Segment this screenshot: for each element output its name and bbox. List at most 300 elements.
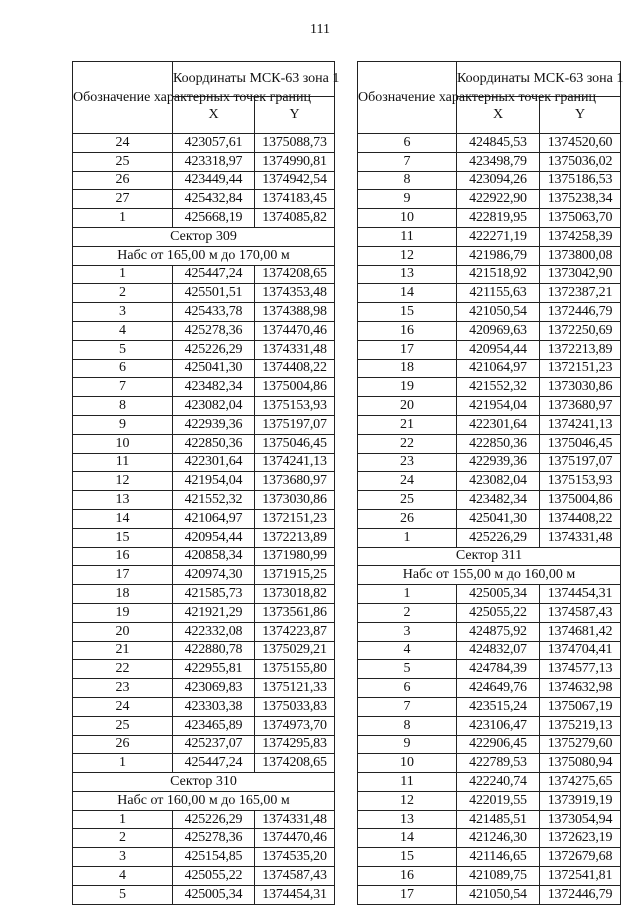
table-row [73,321,335,340]
y-column-header: Y [255,97,335,134]
table-row [358,453,621,472]
x-coordinate-cell: 420974,30 [173,566,255,585]
point-number-cell: 17 [358,340,457,359]
x-coordinate-cell: 424875,92 [457,622,540,641]
y-coordinate-cell: 1373680,97 [255,472,335,491]
x-coordinate-cell: 425226,29 [457,528,540,547]
table-row [73,660,335,679]
x-coordinate-cell: 421155,63 [457,284,540,303]
table-row [358,134,621,153]
table-row [73,265,335,284]
y-coordinate-cell: 1374632,98 [540,679,621,698]
table-row [358,622,621,641]
point-column-header: Обозначение характерных точек границ [358,62,457,134]
table-row [358,284,621,303]
y-coordinate-cell: 1375219,13 [540,716,621,735]
point-number-cell: 13 [73,491,173,510]
point-number-cell: 14 [73,509,173,528]
table-row [358,716,621,735]
table-row [358,641,621,660]
x-coordinate-cell: 422301,64 [457,415,540,434]
x-coordinate-cell: 425041,30 [173,359,255,378]
x-coordinate-cell: 423465,89 [173,716,255,735]
section-label: Набс от 160,00 м до 165,00 м [73,791,335,810]
y-coordinate-cell: 1373030,86 [540,378,621,397]
y-coordinate-cell: 1374085,82 [255,209,335,228]
point-number-cell: 2 [358,603,457,622]
point-number-cell: 11 [73,453,173,472]
y-coordinate-cell: 1374973,70 [255,716,335,735]
y-coordinate-cell: 1372446,79 [540,303,621,322]
table-row [73,134,335,153]
y-coordinate-cell: 1375238,34 [540,190,621,209]
table-row [73,735,335,754]
table-row [358,397,621,416]
point-number-cell: 7 [73,378,173,397]
y-coordinate-cell: 1373800,08 [540,246,621,265]
y-coordinate-cell: 1374587,43 [255,867,335,886]
y-coordinate-cell: 1374208,65 [255,265,335,284]
table-row [358,754,621,773]
point-number-cell: 17 [358,885,457,904]
y-coordinate-cell: 1374331,48 [255,340,335,359]
x-coordinate-cell: 425501,51 [173,284,255,303]
point-number-cell: 1 [358,528,457,547]
y-coordinate-cell: 1374454,31 [540,585,621,604]
table-body-left [73,134,335,905]
y-column-header: Y [540,97,621,134]
point-number-cell: 13 [358,810,457,829]
table-row [73,641,335,660]
y-coordinate-cell: 1374990,81 [255,152,335,171]
point-number-cell: 26 [358,509,457,528]
point-number-cell: 12 [358,246,457,265]
point-number-cell: 25 [73,716,173,735]
section-row [358,566,621,585]
point-number-cell: 4 [73,321,173,340]
x-coordinate-cell: 421050,54 [457,885,540,904]
table-row [73,885,335,904]
table-row [73,434,335,453]
section-label: Сектор 309 [73,227,335,246]
y-coordinate-cell: 1374408,22 [540,509,621,528]
y-coordinate-cell: 1375046,45 [255,434,335,453]
x-coordinate-cell: 423106,47 [457,716,540,735]
table-row [358,528,621,547]
point-number-cell: 26 [73,171,173,190]
y-coordinate-cell: 1374258,39 [540,227,621,246]
x-coordinate-cell: 421954,04 [173,472,255,491]
x-coordinate-cell: 422939,36 [457,453,540,472]
x-coordinate-cell: 425055,22 [173,867,255,886]
x-coordinate-cell: 425005,34 [457,585,540,604]
x-coordinate-cell: 420858,34 [173,547,255,566]
x-coordinate-cell: 423082,04 [173,397,255,416]
point-column-header: Обозначение характерных точек границ [73,62,173,134]
table-row [73,716,335,735]
table-row [73,415,335,434]
table-row [358,152,621,171]
table-row [358,246,621,265]
point-number-cell: 3 [73,303,173,322]
x-coordinate-cell: 421064,97 [457,359,540,378]
y-coordinate-cell: 1374275,65 [540,773,621,792]
point-number-cell: 11 [358,773,457,792]
table-row [358,359,621,378]
point-number-cell: 11 [358,227,457,246]
x-coordinate-cell: 424845,53 [457,134,540,153]
point-number-cell: 3 [73,848,173,867]
y-coordinate-cell: 1373680,97 [540,397,621,416]
table-row [358,585,621,604]
x-coordinate-cell: 425005,34 [173,885,255,904]
point-number-cell: 5 [73,885,173,904]
point-number-cell: 18 [358,359,457,378]
point-number-cell: 16 [358,321,457,340]
table-row [358,209,621,228]
y-coordinate-cell: 1375080,94 [540,754,621,773]
point-number-cell: 17 [73,566,173,585]
table-row [358,415,621,434]
x-coordinate-cell: 425278,36 [173,321,255,340]
x-column-header: X [457,97,540,134]
y-coordinate-cell: 1374681,42 [540,622,621,641]
y-coordinate-cell: 1375067,19 [540,697,621,716]
x-coordinate-cell: 421585,73 [173,585,255,604]
point-number-cell: 8 [358,171,457,190]
y-coordinate-cell: 1375036,02 [540,152,621,171]
x-coordinate-cell: 421064,97 [173,509,255,528]
x-coordinate-cell: 423515,24 [457,697,540,716]
point-number-cell: 2 [73,284,173,303]
table-row [358,265,621,284]
section-row [73,246,335,265]
table-row [73,152,335,171]
point-number-cell: 3 [358,622,457,641]
y-coordinate-cell: 1373030,86 [255,491,335,510]
table-row [73,603,335,622]
coordinates-header: Координаты МСК-63 зона 1 [457,62,621,97]
point-number-cell: 13 [358,265,457,284]
point-number-cell: 12 [358,791,457,810]
table-row [73,472,335,491]
x-coordinate-cell: 421518,92 [457,265,540,284]
x-coordinate-cell: 421146,65 [457,848,540,867]
x-coordinate-cell: 423482,34 [173,378,255,397]
x-coordinate-cell: 422922,90 [457,190,540,209]
point-number-cell: 10 [358,209,457,228]
x-coordinate-cell: 423498,79 [457,152,540,171]
point-number-cell: 2 [73,829,173,848]
point-number-cell: 15 [358,303,457,322]
section-label: Сектор 311 [358,547,621,566]
point-number-cell: 27 [73,190,173,209]
y-coordinate-cell: 1375186,53 [540,171,621,190]
table-row [73,679,335,698]
x-coordinate-cell: 425433,78 [173,303,255,322]
table-row [358,227,621,246]
y-coordinate-cell: 1372151,23 [540,359,621,378]
table-row [358,867,621,886]
x-coordinate-cell: 424784,39 [457,660,540,679]
y-coordinate-cell: 1373919,19 [540,791,621,810]
table-row [73,303,335,322]
table-row [358,660,621,679]
y-coordinate-cell: 1374208,65 [255,754,335,773]
table-row [73,829,335,848]
x-coordinate-cell: 425432,84 [173,190,255,209]
point-number-cell: 23 [358,453,457,472]
x-coordinate-cell: 420969,63 [457,321,540,340]
coordinates-table-left [72,61,340,905]
x-coordinate-cell: 425278,36 [173,829,255,848]
point-number-cell: 22 [73,660,173,679]
table-row [358,791,621,810]
y-coordinate-cell: 1375004,86 [540,491,621,510]
section-row [73,227,335,246]
y-coordinate-cell: 1374704,41 [540,641,621,660]
x-coordinate-cell: 422850,36 [173,434,255,453]
y-coordinate-cell: 1374223,87 [255,622,335,641]
point-number-cell: 15 [358,848,457,867]
section-label: Набс от 155,00 м до 160,00 м [358,566,621,585]
y-coordinate-cell: 1375153,93 [255,397,335,416]
y-coordinate-cell: 1375004,86 [255,378,335,397]
x-coordinate-cell: 422301,64 [173,453,255,472]
point-number-cell: 1 [73,265,173,284]
y-coordinate-cell: 1375279,60 [540,735,621,754]
x-coordinate-cell: 422332,08 [173,622,255,641]
y-coordinate-cell: 1374331,48 [540,528,621,547]
table-row [358,509,621,528]
x-coordinate-cell: 424649,76 [457,679,540,698]
point-number-cell: 9 [358,190,457,209]
x-column-header: X [173,97,255,134]
section-row [73,791,335,810]
y-coordinate-cell: 1375046,45 [540,434,621,453]
y-coordinate-cell: 1374183,45 [255,190,335,209]
point-number-cell: 21 [73,641,173,660]
table-row [358,472,621,491]
table-row [73,867,335,886]
x-coordinate-cell: 422019,55 [457,791,540,810]
y-coordinate-cell: 1375029,21 [255,641,335,660]
y-coordinate-cell: 1371915,25 [255,566,335,585]
table-row [73,810,335,829]
y-coordinate-cell: 1373018,82 [255,585,335,604]
x-coordinate-cell: 423482,34 [457,491,540,510]
point-number-cell: 9 [358,735,457,754]
x-coordinate-cell: 421552,32 [173,491,255,510]
x-coordinate-cell: 421485,51 [457,810,540,829]
point-number-cell: 18 [73,585,173,604]
table-row [73,566,335,585]
x-coordinate-cell: 425237,07 [173,735,255,754]
table-row [73,209,335,228]
point-number-cell: 20 [73,622,173,641]
y-coordinate-cell: 1374942,54 [255,171,335,190]
table-row [358,340,621,359]
y-coordinate-cell: 1375121,33 [255,679,335,698]
x-coordinate-cell: 421246,30 [457,829,540,848]
x-coordinate-cell: 421954,04 [457,397,540,416]
point-number-cell: 5 [358,660,457,679]
y-coordinate-cell: 1375197,07 [540,453,621,472]
y-coordinate-cell: 1374454,31 [255,885,335,904]
table-row [73,697,335,716]
section-row [73,773,335,792]
y-coordinate-cell: 1373054,94 [540,810,621,829]
table-row [73,378,335,397]
table-row [73,453,335,472]
x-coordinate-cell: 423318,97 [173,152,255,171]
point-number-cell: 15 [73,528,173,547]
table-row [358,603,621,622]
x-coordinate-cell: 421050,54 [457,303,540,322]
y-coordinate-cell: 1371980,99 [255,547,335,566]
x-coordinate-cell: 425055,22 [457,603,540,622]
point-number-cell: 5 [73,340,173,359]
point-number-cell: 24 [73,134,173,153]
x-coordinate-cell: 423094,26 [457,171,540,190]
point-number-cell: 24 [358,472,457,491]
y-coordinate-cell: 1372250,69 [540,321,621,340]
table-row [73,340,335,359]
point-number-cell: 19 [358,378,457,397]
point-number-cell: 19 [73,603,173,622]
table-row [358,829,621,848]
x-coordinate-cell: 422819,95 [457,209,540,228]
point-number-cell: 14 [358,829,457,848]
y-coordinate-cell: 1372679,68 [540,848,621,867]
x-coordinate-cell: 422906,45 [457,735,540,754]
point-number-cell: 16 [73,547,173,566]
y-coordinate-cell: 1375033,83 [255,697,335,716]
table-row [358,773,621,792]
point-number-cell: 9 [73,415,173,434]
table-row [73,509,335,528]
point-number-cell: 1 [73,810,173,829]
table-row [73,528,335,547]
table-row [73,397,335,416]
y-coordinate-cell: 1375155,80 [255,660,335,679]
y-coordinate-cell: 1373561,86 [255,603,335,622]
table-row [358,378,621,397]
table-row [73,754,335,773]
x-coordinate-cell: 425447,24 [173,754,255,773]
y-coordinate-cell: 1374388,98 [255,303,335,322]
y-coordinate-cell: 1374577,13 [540,660,621,679]
point-number-cell: 10 [73,434,173,453]
table-row [73,171,335,190]
y-coordinate-cell: 1372213,89 [540,340,621,359]
table-row [73,284,335,303]
x-coordinate-cell: 423303,38 [173,697,255,716]
point-number-cell: 1 [73,209,173,228]
y-coordinate-cell: 1372387,21 [540,284,621,303]
x-coordinate-cell: 424832,07 [457,641,540,660]
table-row [358,434,621,453]
point-number-cell: 6 [358,134,457,153]
y-coordinate-cell: 1374470,46 [255,829,335,848]
x-coordinate-cell: 421921,29 [173,603,255,622]
point-number-cell: 1 [73,754,173,773]
y-coordinate-cell: 1375197,07 [255,415,335,434]
point-number-cell: 25 [73,152,173,171]
point-number-cell: 22 [358,434,457,453]
table-row [73,491,335,510]
x-coordinate-cell: 425041,30 [457,509,540,528]
y-coordinate-cell: 1372446,79 [540,885,621,904]
point-number-cell: 25 [358,491,457,510]
y-coordinate-cell: 1373042,90 [540,265,621,284]
x-coordinate-cell: 425154,85 [173,848,255,867]
point-number-cell: 4 [358,641,457,660]
table-row [73,622,335,641]
table-row [358,735,621,754]
y-coordinate-cell: 1374241,13 [540,415,621,434]
y-coordinate-cell: 1374520,60 [540,134,621,153]
point-number-cell: 6 [358,679,457,698]
y-coordinate-cell: 1374331,48 [255,810,335,829]
x-coordinate-cell: 422271,19 [457,227,540,246]
x-coordinate-cell: 422850,36 [457,434,540,453]
y-coordinate-cell: 1374470,46 [255,321,335,340]
x-coordinate-cell: 425447,24 [173,265,255,284]
y-coordinate-cell: 1372213,89 [255,528,335,547]
x-coordinate-cell: 423057,61 [173,134,255,153]
point-number-cell: 16 [358,867,457,886]
y-coordinate-cell: 1374241,13 [255,453,335,472]
table-row [73,359,335,378]
x-coordinate-cell: 425668,19 [173,209,255,228]
x-coordinate-cell: 422789,53 [457,754,540,773]
point-number-cell: 21 [358,415,457,434]
x-coordinate-cell: 422955,81 [173,660,255,679]
y-coordinate-cell: 1375088,73 [255,134,335,153]
table-row [358,848,621,867]
table-row [73,848,335,867]
x-coordinate-cell: 425226,29 [173,810,255,829]
table-body-right [358,134,621,905]
point-number-cell: 1 [358,585,457,604]
page-number: 111 [310,22,330,37]
y-coordinate-cell: 1374295,83 [255,735,335,754]
x-coordinate-cell: 423449,44 [173,171,255,190]
x-coordinate-cell: 420954,44 [457,340,540,359]
table-row [358,303,621,322]
point-number-cell: 4 [73,867,173,886]
point-number-cell: 8 [73,397,173,416]
point-number-cell: 7 [358,152,457,171]
table-row [358,171,621,190]
x-coordinate-cell: 422939,36 [173,415,255,434]
point-number-cell: 6 [73,359,173,378]
x-coordinate-cell: 423082,04 [457,472,540,491]
y-coordinate-cell: 1374587,43 [540,603,621,622]
point-number-cell: 26 [73,735,173,754]
section-label: Сектор 310 [73,773,335,792]
y-coordinate-cell: 1372541,81 [540,867,621,886]
y-coordinate-cell: 1372151,23 [255,509,335,528]
point-number-cell: 24 [73,697,173,716]
table-row [358,679,621,698]
y-coordinate-cell: 1374408,22 [255,359,335,378]
table-row [73,585,335,604]
y-coordinate-cell: 1375063,70 [540,209,621,228]
table-row [73,190,335,209]
point-number-cell: 14 [358,284,457,303]
